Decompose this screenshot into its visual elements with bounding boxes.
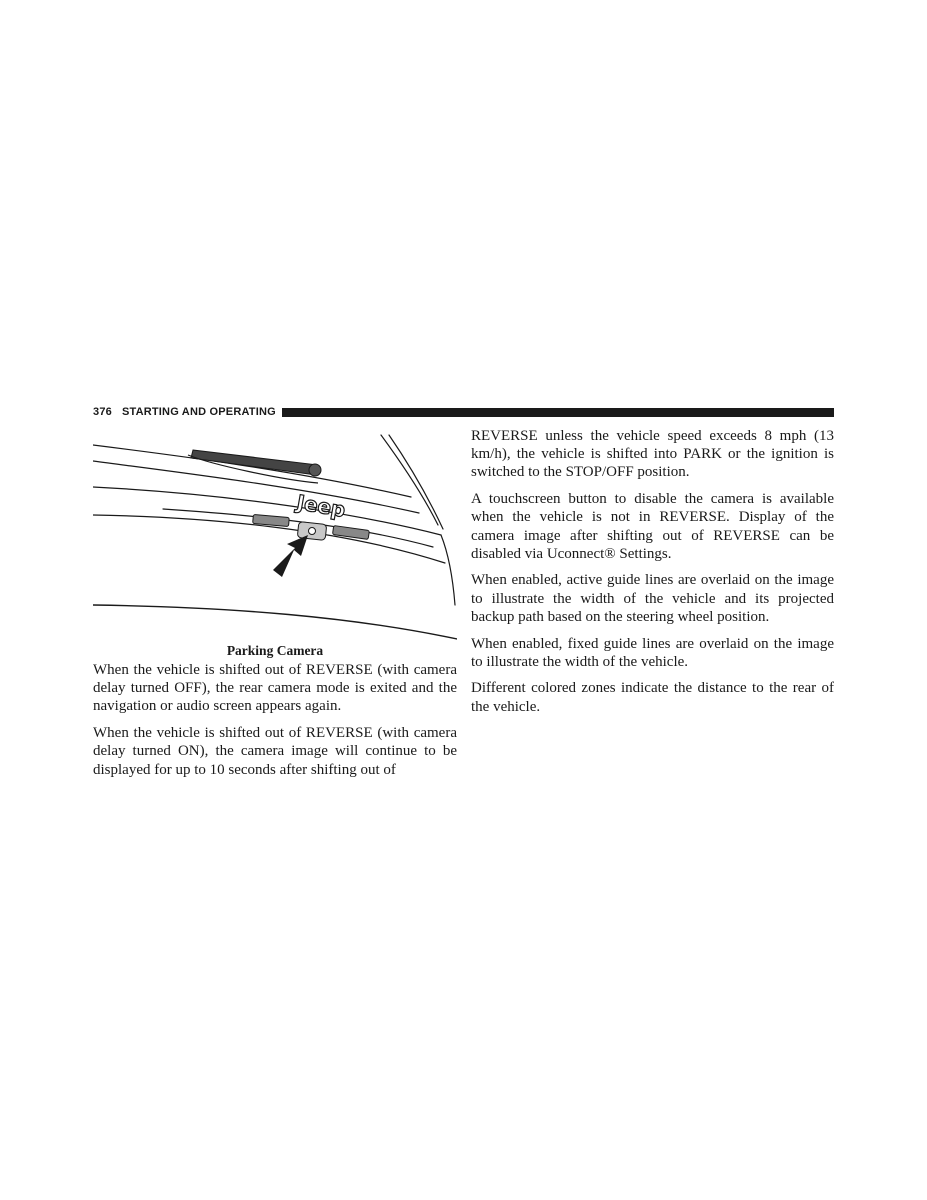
page-header bbox=[93, 405, 834, 419]
jeep-badge: Jeep bbox=[295, 489, 348, 523]
paragraph: A touchscreen button to disable the camera is available when the vehicle is not in REVERSE. Display of the camera image after shifting out of REVERSE can be disabled via Uconnect® Settings. bbox=[471, 491, 834, 562]
right-column bbox=[471, 427, 834, 724]
camera-icon bbox=[297, 522, 327, 541]
figure-caption: Parking Camera bbox=[226, 643, 324, 658]
parking-camera-illustration bbox=[93, 425, 457, 640]
paragraph: REVERSE unless the vehicle speed exceeds 8 mph (13 km/h), the vehicle is shifted into PARK or the ignition is switched to the STOP/OFF position. bbox=[471, 428, 834, 481]
paragraph: When enabled, active guide lines are overlaid on the image to illustrate the width of the vehicle and its projected backup path based on the steering wheel position. bbox=[471, 572, 834, 625]
page-number: 376 bbox=[93, 406, 112, 418]
header-rule bbox=[282, 408, 834, 417]
paragraph: Different colored zones indicate the distance to the rear of the vehicle. bbox=[471, 680, 834, 715]
left-column bbox=[93, 661, 457, 787]
arrow-icon bbox=[273, 535, 308, 577]
paragraph: When enabled, fixed guide lines are overlaid on the image to illustrate the width of the vehicle. bbox=[471, 635, 834, 670]
paragraph: When the vehicle is shifted out of REVERSE (with camera delay turned ON), the camera image will continue to be displayed for up to 10 seconds after shifting out of bbox=[93, 725, 457, 778]
section-title: STARTING AND OPERATING bbox=[121, 406, 276, 418]
wiper-icon bbox=[188, 450, 321, 483]
paragraph: When the vehicle is shifted out of REVERSE (with camera delay turned OFF), the rear camera mode is exited and the navigation or audio screen appears again. bbox=[93, 662, 457, 715]
